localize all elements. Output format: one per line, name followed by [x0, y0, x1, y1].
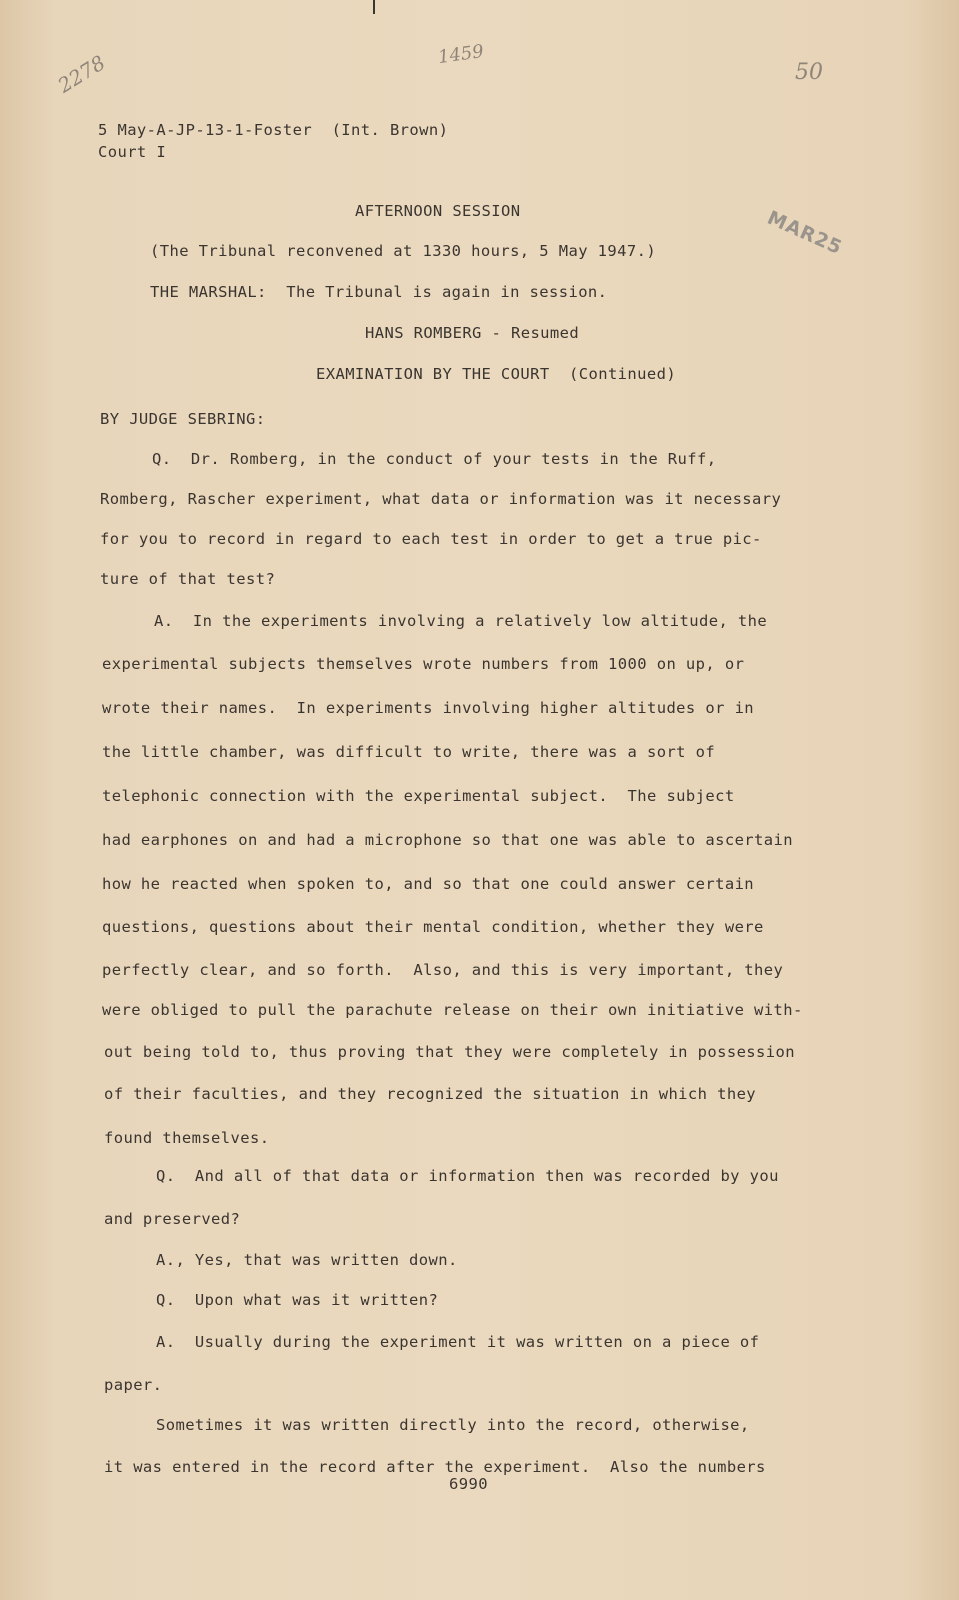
by-judge-heading: BY JUDGE SEBRING: — [100, 410, 266, 428]
text-line: it was entered in the record after the experiment. Also the numbers — [104, 1458, 766, 1476]
marshal-line: THE MARSHAL: The Tribunal is again in session. — [150, 283, 608, 301]
text-line: Q. And all of that data or information then was recorded by you — [156, 1167, 779, 1185]
text-line: A., Yes, that was written down. — [156, 1251, 458, 1269]
text-line: ture of that test? — [100, 570, 276, 588]
text-line: questions, questions about their mental condition, whether they were — [102, 918, 764, 936]
staple-mark — [373, 0, 375, 14]
text-line: paper. — [104, 1376, 163, 1394]
text-line: found themselves. — [104, 1129, 270, 1147]
examination-heading: EXAMINATION BY THE COURT (Continued) — [316, 365, 677, 383]
text-line: Sometimes it was written directly into the record, otherwise, — [156, 1416, 750, 1434]
text-line: were obliged to pull the parachute release on their own initiative with- — [102, 1001, 803, 1019]
text-line: of their faculties, and they recognized the situation in which they — [104, 1085, 757, 1103]
handwritten-page-mark: 50 — [795, 60, 823, 85]
text-line: and preserved? — [104, 1210, 241, 1228]
text-line: Romberg, Rascher experiment, what data or information was it necessary — [100, 490, 782, 508]
header-line-2: Court I — [98, 143, 167, 161]
text-line: had earphones on and had a microphone so that one was able to ascertain — [102, 831, 793, 849]
text-line: telephonic connection with the experimental subject. The subject — [102, 787, 735, 805]
witness-heading: HANS ROMBERG - Resumed — [365, 324, 580, 342]
handwritten-note-left: 2278 — [53, 50, 110, 98]
text-line: A. Usually during the experiment it was written on a piece of — [156, 1333, 760, 1351]
text-line: how he reacted when spoken to, and so that one could answer certain — [102, 875, 755, 893]
text-line: wrote their names. In experiments involving higher altitudes or in — [102, 699, 755, 717]
text-line: Q. Dr. Romberg, in the conduct of your tests in the Ruff, — [152, 450, 717, 468]
text-line: for you to record in regard to each test in order to get a true pic- — [100, 530, 762, 548]
text-line: the little chamber, was difficult to write, there was a sort of — [102, 743, 716, 761]
date-stamp: MAR25 — [763, 206, 846, 260]
header-line-1: 5 May-A-JP-13-1-Foster (Int. Brown) — [98, 121, 449, 139]
handwritten-note-center: 1459 — [436, 40, 486, 69]
text-line: experimental subjects themselves wrote numbers from 1000 on up, or — [102, 655, 745, 673]
convened-line: (The Tribunal reconvened at 1330 hours, 5 May 1947.) — [150, 242, 657, 260]
session-title: AFTERNOON SESSION — [355, 202, 521, 220]
text-line: Q. Upon what was it written? — [156, 1291, 439, 1309]
text-line: perfectly clear, and so forth. Also, and this is very important, they — [102, 961, 784, 979]
text-line: A. In the experiments involving a relatively low altitude, the — [154, 612, 768, 630]
page-number: 6990 — [449, 1475, 488, 1493]
text-line: out being told to, thus proving that they were completely in possession — [104, 1043, 795, 1061]
